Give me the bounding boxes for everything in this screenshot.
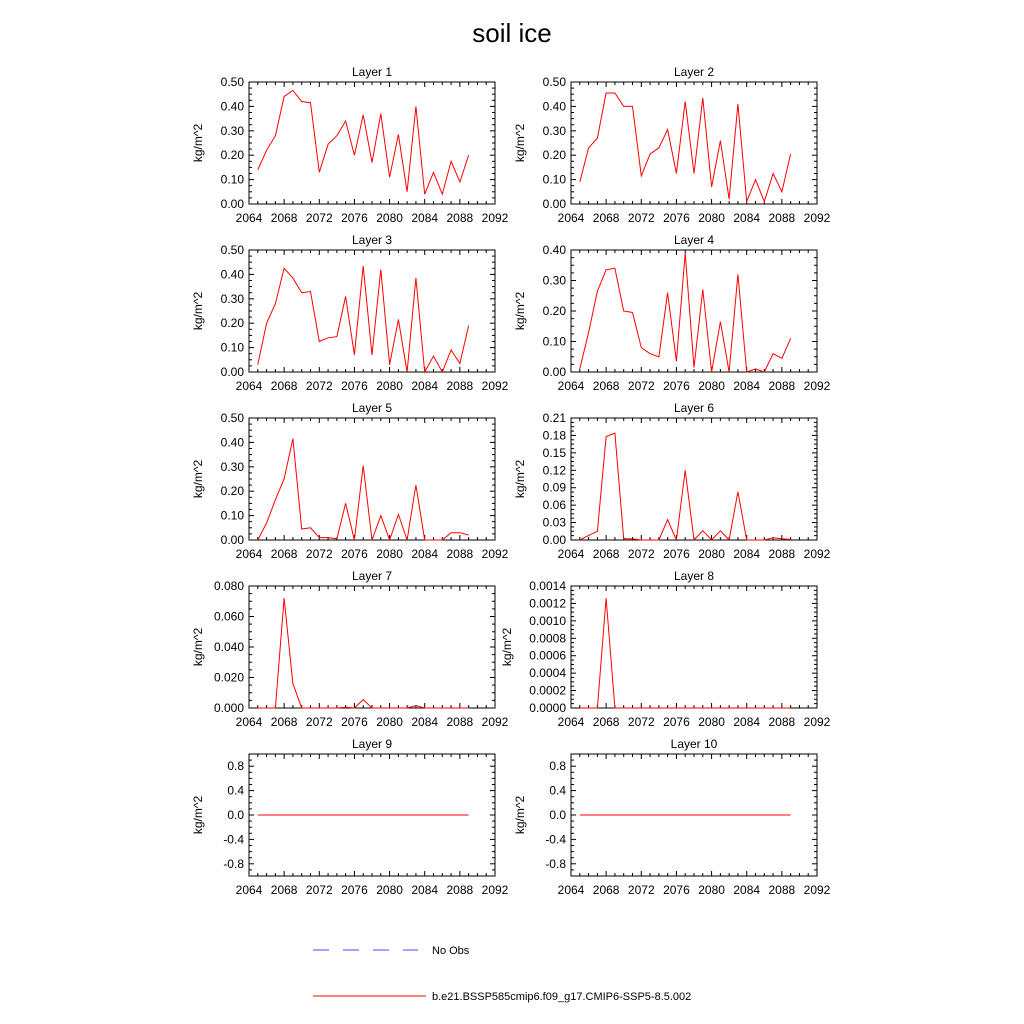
y-axis-label: kg/m^2 [191,795,205,835]
x-tick-label: 2088 [446,715,474,729]
x-tick-label: 2076 [663,883,690,897]
x-tick-label: 2072 [627,547,655,561]
x-tick-label: 2092 [803,547,831,561]
series-line-layer-4 [580,253,791,372]
x-tick-label: 2084 [411,715,439,729]
x-tick-label: 2064 [557,211,585,225]
panel-title: Layer 4 [673,233,715,247]
x-tick-label: 2092 [481,547,509,561]
x-tick-label: 2088 [446,379,474,393]
plot-frame [571,82,817,204]
x-tick-label: 2064 [557,883,585,897]
x-tick-label: 2068 [270,211,298,225]
x-tick-label: 2064 [235,715,263,729]
y-tick-label: 0.20 [220,316,244,331]
y-tick-label: 0.40 [542,243,566,257]
y-axis-label: kg/m^2 [513,459,527,499]
y-tick-label: 0.8 [227,759,244,774]
y-tick-label: 0.040 [213,640,244,654]
series-line-layer-5 [258,439,469,540]
x-tick-label: 2068 [592,211,620,225]
y-tick-label: 0.4 [227,783,244,798]
x-tick-label: 2064 [557,379,585,393]
x-tick-label: 2068 [270,715,298,729]
y-tick-label: 0.50 [542,75,566,89]
x-tick-label: 2080 [698,379,725,393]
x-tick-label: 2092 [481,379,509,393]
y-tick-label: 0.20 [220,484,244,499]
y-tick-label: 0.00 [220,197,244,211]
y-tick-label: -0.4 [223,832,244,847]
x-tick-label: 2084 [733,547,761,561]
x-tick-label: 2092 [803,715,831,729]
x-tick-label: 2084 [411,883,439,897]
y-tick-label: 0.30 [542,273,566,288]
y-tick-label: 0.00 [220,533,244,547]
panel-title: Layer 10 [670,737,718,751]
y-axis-label: kg/m^2 [500,627,514,667]
x-tick-label: 2080 [698,547,725,561]
panel-layer-8 [500,569,831,729]
y-axis-label: kg/m^2 [513,123,527,163]
x-tick-label: 2080 [698,211,725,225]
y-tick-label: 0.06 [542,498,566,513]
y-tick-label: 0.0014 [529,579,566,593]
x-tick-label: 2064 [557,715,585,729]
x-tick-label: 2072 [627,211,655,225]
x-tick-label: 2072 [305,547,333,561]
x-tick-label: 2072 [627,715,655,729]
x-tick-label: 2068 [270,547,298,561]
y-tick-label: 0.00 [220,365,244,379]
y-axis-label: kg/m^2 [191,291,205,331]
y-tick-label: 0.0 [227,808,244,822]
figure-title: soil ice [472,18,552,48]
panel-title: Layer 3 [351,233,393,247]
x-tick-label: 2092 [481,883,509,897]
x-tick-label: 2076 [341,547,368,561]
panel-layer-10 [513,737,831,897]
plot-frame [249,418,495,540]
y-tick-label: 0.40 [220,99,244,114]
y-tick-label: 0.080 [213,579,244,593]
y-tick-label: 0.0006 [529,648,566,663]
x-tick-label: 2092 [481,211,509,225]
y-tick-label: -0.4 [545,832,566,847]
panels [191,65,831,897]
x-tick-label: 2092 [803,883,831,897]
y-axis-label: kg/m^2 [513,291,527,331]
x-tick-label: 2080 [376,379,403,393]
y-tick-label: 0.00 [542,197,566,211]
series-line-layer-2 [580,93,791,202]
y-axis-label: kg/m^2 [191,627,205,667]
x-tick-label: 2072 [627,883,655,897]
y-tick-label: 0.8 [549,759,566,774]
y-tick-label: 0.10 [220,172,244,187]
x-tick-label: 2072 [305,211,333,225]
y-tick-label: 0.18 [542,428,566,443]
x-tick-label: 2088 [768,547,796,561]
x-tick-label: 2084 [411,547,439,561]
y-tick-label: 0.20 [220,148,244,163]
y-tick-label: 0.40 [220,435,244,450]
y-tick-label: 0.30 [220,123,244,138]
x-tick-label: 2080 [376,211,403,225]
x-tick-label: 2084 [733,715,761,729]
x-tick-label: 2076 [663,715,690,729]
y-tick-label: 0.21 [542,411,566,425]
x-tick-label: 2084 [733,379,761,393]
x-tick-label: 2080 [698,715,725,729]
x-tick-label: 2068 [270,379,298,393]
y-tick-label: 0.30 [220,291,244,306]
y-tick-label: 0.0 [549,808,566,822]
x-tick-label: 2084 [733,211,761,225]
x-tick-label: 2064 [235,547,263,561]
x-tick-label: 2068 [592,547,620,561]
y-axis-label: kg/m^2 [191,123,205,163]
y-tick-label: 0.0002 [529,683,566,698]
x-tick-label: 2064 [557,547,585,561]
series-line-layer-6 [580,433,791,540]
y-tick-label: 0.50 [220,411,244,425]
x-tick-label: 2088 [446,547,474,561]
panel-title: Layer 7 [351,569,393,583]
y-tick-label: 0.50 [220,75,244,89]
x-tick-label: 2088 [446,883,474,897]
x-tick-label: 2088 [446,211,474,225]
x-tick-label: 2088 [768,715,796,729]
series-line-layer-8 [580,598,791,708]
x-tick-label: 2076 [341,211,368,225]
x-tick-label: 2088 [768,379,796,393]
y-tick-label: 0.060 [213,609,244,624]
y-tick-label: 0.12 [542,463,566,478]
x-tick-label: 2072 [305,715,333,729]
y-tick-label: 0.10 [542,172,566,187]
y-tick-label: 0.10 [220,508,244,523]
x-tick-label: 2068 [592,379,620,393]
x-tick-label: 2068 [270,883,298,897]
y-axis-label: kg/m^2 [191,459,205,499]
y-tick-label: 0.4 [549,783,566,798]
plot-frame [249,586,495,708]
plot-frame [571,250,817,372]
legend-label-no-obs: No Obs [432,945,470,957]
panel-layer-4 [513,233,831,393]
y-tick-label: 0.03 [542,515,566,530]
plot-frame [571,586,817,708]
x-tick-label: 2076 [341,883,368,897]
y-tick-label: 0.40 [542,99,566,114]
series-line-layer-3 [258,266,469,372]
x-tick-label: 2064 [235,379,263,393]
x-tick-label: 2072 [305,379,333,393]
panel-layer-7 [191,569,509,729]
y-axis-label: kg/m^2 [513,795,527,835]
y-tick-label: 0.30 [220,459,244,474]
x-tick-label: 2080 [376,547,403,561]
y-tick-label: 0.00 [542,533,566,547]
x-tick-label: 2088 [768,211,796,225]
plot-frame [249,82,495,204]
panel-title: Layer 9 [351,737,393,751]
y-tick-label: 0.000 [213,701,244,715]
panel-layer-3 [191,233,509,393]
x-tick-label: 2080 [376,715,403,729]
y-tick-label: 0.20 [542,304,566,318]
x-tick-label: 2080 [376,883,403,897]
panel-layer-9 [191,737,509,897]
y-tick-label: 0.0010 [529,613,566,628]
y-tick-label: 0.00 [542,365,566,379]
x-tick-label: 2076 [663,379,690,393]
x-tick-label: 2068 [592,715,620,729]
y-tick-label: 0.020 [213,670,244,685]
y-tick-label: -0.8 [545,856,566,871]
x-tick-label: 2076 [663,211,690,225]
x-tick-label: 2064 [235,211,263,225]
panel-layer-6 [513,401,831,561]
series-line-layer-7 [258,598,469,708]
y-tick-label: 0.15 [542,445,566,460]
x-tick-label: 2088 [768,883,796,897]
x-tick-label: 2076 [341,379,368,393]
panel-title: Layer 1 [351,65,393,79]
panel-layer-2 [513,65,831,225]
y-tick-label: 0.0004 [529,666,566,681]
x-tick-label: 2092 [803,211,831,225]
y-tick-label: 0.10 [220,340,244,355]
panel-title: Layer 2 [673,65,715,79]
y-tick-label: 0.09 [542,480,566,495]
x-tick-label: 2084 [411,211,439,225]
y-tick-label: 0.30 [542,123,566,138]
x-tick-label: 2068 [592,883,620,897]
panel-title: Layer 6 [673,401,715,415]
legend-label-model: b.e21.BSSP585cmip6.f09_g17.CMIP6-SSP5-8.5.002 [432,991,692,1003]
x-tick-label: 2076 [341,715,368,729]
y-tick-label: 0.10 [542,334,566,349]
x-tick-label: 2072 [305,883,333,897]
x-tick-label: 2064 [235,883,263,897]
y-tick-label: 0.0000 [529,701,566,715]
y-tick-label: 0.50 [220,243,244,257]
x-tick-label: 2072 [627,379,655,393]
x-tick-label: 2080 [698,883,725,897]
legend [313,945,691,1003]
panel-title: Layer 5 [351,401,393,415]
y-tick-label: 0.0008 [529,631,566,646]
x-tick-label: 2092 [481,715,509,729]
series-line-layer-1 [258,91,469,195]
panel-title: Layer 8 [673,569,715,583]
y-tick-label: 0.20 [542,148,566,163]
y-tick-label: 0.0012 [529,596,566,611]
panel-layer-1 [191,65,509,225]
x-tick-label: 2092 [803,379,831,393]
x-tick-label: 2084 [411,379,439,393]
x-tick-label: 2076 [663,547,690,561]
y-tick-label: 0.40 [220,267,244,282]
panel-layer-5 [191,401,509,561]
x-tick-label: 2084 [733,883,761,897]
y-tick-label: -0.8 [223,856,244,871]
